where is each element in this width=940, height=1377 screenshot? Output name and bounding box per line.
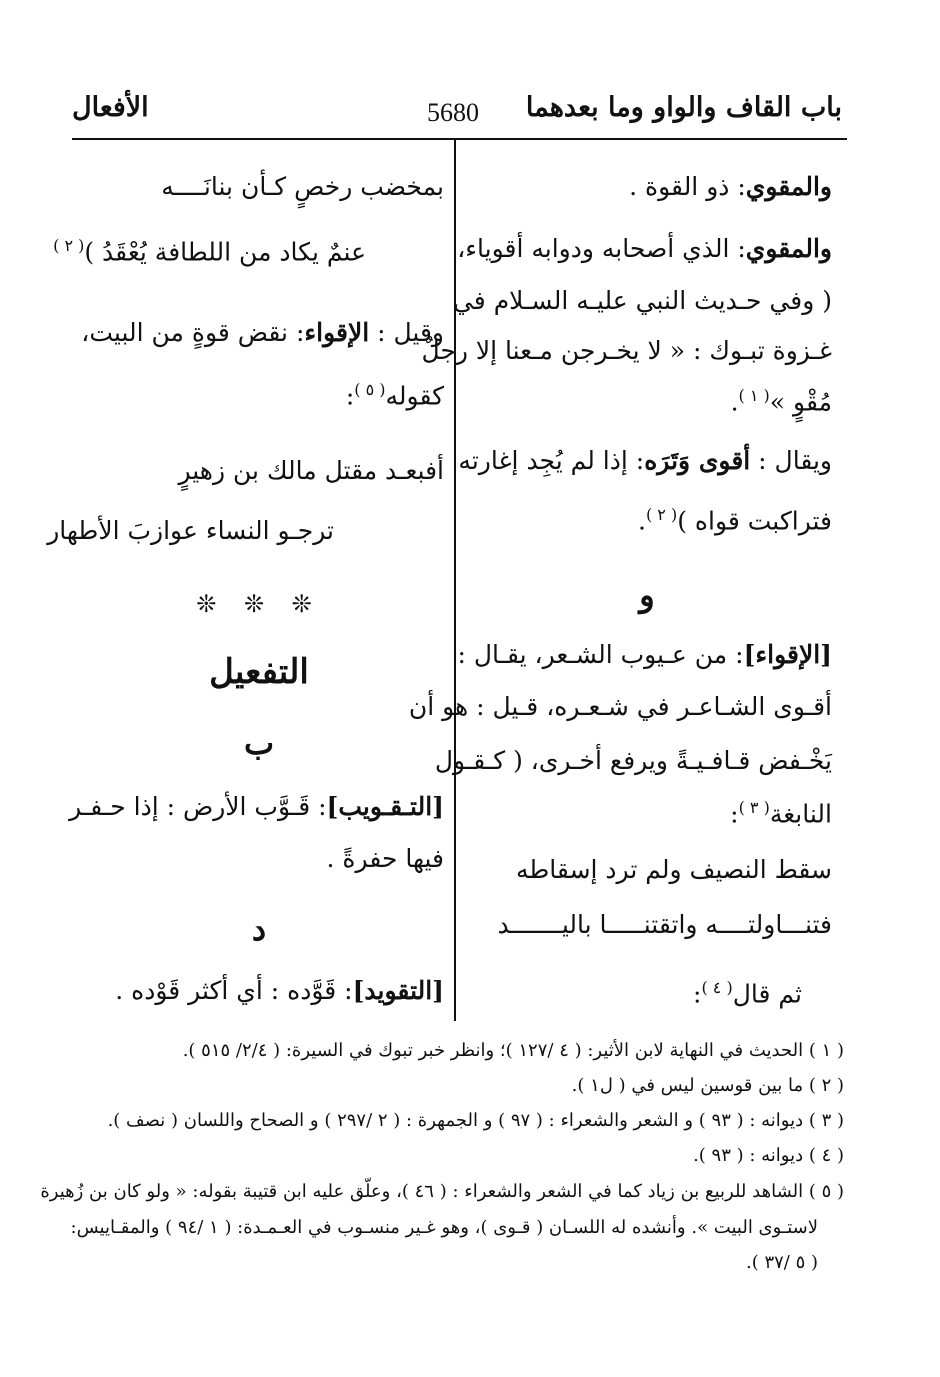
entry-text: النابغة: [769, 799, 832, 829]
page-number: 5680: [427, 98, 479, 127]
entry-text: : من عـيوب الشـعر، يقـال :: [457, 640, 744, 669]
entry-term: [التـقـويب]: [326, 792, 444, 821]
entry-text: : ذو القوة .: [629, 172, 746, 201]
entry-term: [التقويد]: [352, 976, 444, 1005]
entry-line: [81, 318, 444, 347]
verse-line: بمخضب رخصٍ كـأن بنانَــــه: [161, 172, 444, 201]
entry-line: [731, 386, 832, 416]
entry-line: [115, 976, 444, 1005]
entry-text: : قَوَّده : أي أكثر قَوْده .: [115, 976, 353, 1005]
entry-term: أقوى وَتَرَه: [644, 446, 751, 475]
verse-line: سقط النصيف ولم ترد إسقاطه: [516, 855, 832, 884]
entry-text: مُقْوٍ »: [769, 387, 832, 417]
entry-line: [458, 446, 832, 475]
verse-line: [53, 236, 366, 266]
entry-text: ثم قال: [732, 979, 802, 1009]
entry-line: غـزوة تبـوك : « لا يخـرجن مـعنا إلا رجلٌ: [421, 336, 832, 365]
entry-line: [638, 505, 832, 535]
punctuation: :: [693, 979, 702, 1009]
left-column: [47, 0, 444, 1020]
chapter-heading: التفعيل: [209, 652, 309, 692]
entry-term: [الإقواء]: [743, 640, 832, 669]
entry-line: [629, 172, 832, 201]
punctuation: :: [345, 381, 355, 411]
entry-text: : نقض قوةٍ من البيت،: [81, 318, 305, 347]
verse-line: ترجـو النساء عوازبَ الأطهار: [47, 516, 334, 545]
footnote: ( ٤ ) ديوانه : ( ٩٣ ).: [693, 1145, 844, 1166]
entry-text: : إذا لم يُجِد إغارته: [458, 446, 645, 475]
footnote-ref: ( ٣ ): [738, 798, 770, 817]
footnote-continuation: ( ٥ /٣٧ ).: [745, 1252, 818, 1273]
chapter-title: باب القاف والواو وما بعدهما: [525, 92, 842, 123]
entry-line: [458, 640, 833, 669]
footnote: ( ٢ ) ما بين قوسين ليس في ( ل١ ).: [571, 1075, 844, 1096]
footnote: ( ٥ ) الشاهد للربيع بن زياد كما في الشعر والشعراء : ( ٤٦ )، وعلّق عليه ابن قتيبة بقوله: « ولو كان بن زُهيرة: [40, 1181, 844, 1202]
entry-line: [346, 380, 444, 410]
entry-text: : قَـوَّب الأرض : إذا حـفـر: [69, 792, 327, 821]
letter-heading-dal: د: [251, 910, 267, 948]
verse-text: عنمٌ يكاد من اللطافة يُعْقَدُ ): [84, 237, 366, 267]
entry-line: فيها حفرةً .: [326, 844, 444, 873]
letter-heading-waw: و: [639, 576, 655, 614]
entry-line: [693, 978, 802, 1008]
entry-line: يَخْـفض قـافـيـةً ويرفع أخـرى، ( كـقـول: [434, 746, 832, 775]
entry-text: ويقال :: [758, 446, 832, 475]
column-divider: [454, 139, 456, 1021]
entry-line: [69, 792, 444, 821]
footnote: ( ١ ) الحديث في النهاية لابن الأثير: ( ٤ /١٢٧ )؛ وانظر خبر تبوك في السيرة: ( ٢/٤/ ٥١٥ ).: [182, 1040, 844, 1061]
entry-line: ( وفي حـديث النبي عليـه السـلام في: [452, 286, 832, 315]
entry-text: كقوله: [385, 381, 444, 411]
footnote-ref: ( ٤ ): [701, 978, 733, 997]
footnote-ref: ( ١ ): [738, 386, 770, 405]
punctuation: .: [638, 506, 646, 536]
footnote-ref: ( ٢ ): [645, 505, 678, 524]
entry-text: : الذي أصحابه ودوابه أقوياء،: [457, 234, 746, 263]
entry-term: الإقواء: [304, 318, 370, 347]
footnote-ref: ( ٥ ): [354, 380, 386, 399]
entry-text: فتراكبت قواه ): [677, 506, 832, 536]
section-separator-stars: ❊ ❊ ❊: [196, 590, 322, 618]
footnote-ref: ( ٢ ): [53, 236, 85, 255]
entry-text: وقيل :: [377, 318, 444, 347]
verse-line: أفبعـد مقتل مالك بن زهيرٍ: [178, 456, 444, 485]
entry-term: والمقوي: [745, 234, 832, 263]
footnote-continuation: لاستـوى البيت ». وأنشده له اللسـان ( قـوى )، وهو غـير منسـوب في العـمـدة: ( ١ /٩٤ ) والمقـاييس:: [70, 1217, 818, 1238]
entry-line: أقـوى الشـاعـر في شـعـره، قـيل : هو أن: [408, 692, 832, 721]
entry-line: [457, 234, 832, 263]
verse-line: فتنـــاولتــــه واتقتنـــــا باليـــــــد: [497, 910, 832, 939]
letter-heading-ba: ب: [243, 724, 275, 762]
punctuation: :: [730, 799, 739, 829]
punctuation: .: [730, 387, 739, 417]
footnote: ( ٣ ) ديوانه : ( ٩٣ ) و الشعر والشعراء : ( ٩٧ ) و الجمهرة : ( ٢ /٢٩٧ ) و الصحاح واللسان ( نصف ).: [107, 1110, 844, 1131]
entry-term: والمقوي: [745, 172, 832, 201]
entry-line: [730, 798, 832, 828]
section-title: الأفعال: [72, 92, 149, 123]
